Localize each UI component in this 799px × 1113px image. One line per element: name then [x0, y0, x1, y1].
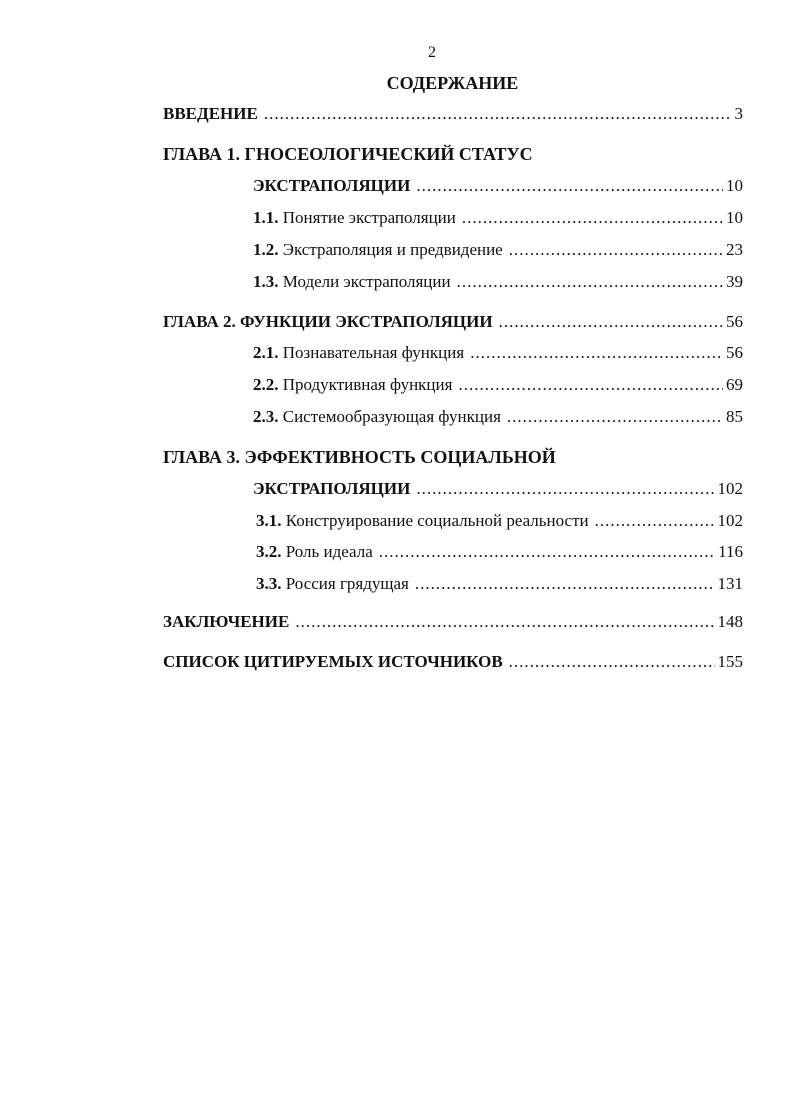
- leader-dots: [416, 478, 714, 500]
- toc-entry-label: ГЛАВА 2. ФУНКЦИИ ЭКСТРАПОЛЯЦИИ: [163, 312, 493, 331]
- toc-entry-introduction[interactable]: [163, 103, 743, 125]
- leader-dots: [507, 406, 723, 428]
- toc-page-number: 116: [718, 542, 743, 561]
- toc-entry-section-1-1[interactable]: [253, 207, 743, 229]
- toc-entry-label: СПИСОК ЦИТИРУЕМЫХ ИСТОЧНИКОВ: [163, 652, 503, 671]
- leader-dots: [416, 175, 723, 197]
- section-label: Россия грядущая: [285, 574, 409, 593]
- section-number: 3.2.: [256, 542, 282, 561]
- leader-dots: [509, 651, 715, 673]
- toc-entry-chapter-2[interactable]: [163, 311, 743, 333]
- section-number: 2.3.: [253, 407, 279, 426]
- toc-entry-section-2-2[interactable]: [253, 374, 743, 396]
- section-label: Понятие экстраполяции: [282, 208, 456, 227]
- toc-page-number: 56: [726, 343, 743, 362]
- chapter-3-title[interactable]: ГЛАВА 3. ЭФФЕКТИВНОСТЬ СОЦИАЛЬНОЙ: [163, 447, 556, 467]
- toc-page-number: 155: [717, 652, 743, 671]
- toc-entry-section-1-3[interactable]: [253, 271, 743, 293]
- toc-entry-references[interactable]: [163, 651, 743, 673]
- section-number: 3.3.: [256, 574, 282, 593]
- toc-entry-section-2-1[interactable]: [253, 342, 743, 364]
- section-number: 2.2.: [253, 375, 279, 394]
- leader-dots: [509, 239, 723, 261]
- section-number: 1.2.: [253, 240, 279, 259]
- section-number: 2.1.: [253, 343, 279, 362]
- toc-entry-section-1-2[interactable]: [253, 239, 743, 261]
- toc-page-number: 69: [726, 375, 743, 394]
- toc-entry-label: ЭКСТРАПОЛЯЦИИ: [253, 479, 411, 498]
- section-label: Продуктивная функция: [282, 375, 453, 394]
- section-label: Экстраполяция и предвидение: [282, 240, 503, 259]
- toc-entry-label: ЭКСТРАПОЛЯЦИИ: [253, 176, 411, 195]
- section-label: Познавательная функция: [282, 343, 465, 362]
- chapter-1-title[interactable]: ГЛАВА 1. ГНОСЕОЛОГИЧЕСКИЙ СТАТУС: [163, 144, 533, 164]
- toc-page-number: 23: [726, 240, 743, 259]
- toc-entry-label: ВВЕДЕНИЕ: [163, 104, 258, 123]
- toc-page-number: 102: [717, 511, 743, 530]
- leader-dots: [457, 271, 723, 293]
- leader-dots: [458, 374, 723, 396]
- toc-page-number: 3: [734, 104, 743, 123]
- toc-entry-section-3-3[interactable]: [256, 573, 743, 595]
- section-label: Модели экстраполяции: [282, 272, 451, 291]
- leader-dots: [470, 342, 723, 364]
- section-number: 1.3.: [253, 272, 279, 291]
- leader-dots: [264, 103, 732, 125]
- leader-dots: [295, 611, 714, 633]
- toc-entry-section-2-3[interactable]: [253, 406, 743, 428]
- toc-page-number: 148: [717, 612, 743, 631]
- toc-page-number: 85: [726, 407, 743, 426]
- section-label: Роль идеала: [285, 542, 373, 561]
- toc-page-number: 56: [726, 312, 743, 331]
- section-number: 1.1.: [253, 208, 279, 227]
- toc-entry-chapter-3[interactable]: [253, 478, 743, 500]
- toc-page-number: 10: [726, 176, 743, 195]
- page-title: СОДЕРЖАНИЕ: [386, 73, 519, 93]
- toc-page-number: 39: [726, 272, 743, 291]
- leader-dots: [595, 510, 715, 532]
- toc-page-number: 10: [726, 208, 743, 227]
- page-number: 2: [428, 44, 436, 61]
- leader-dots: [462, 207, 723, 229]
- section-label: Конструирование социальной реальности: [285, 511, 589, 530]
- section-number: 3.1.: [256, 511, 282, 530]
- toc-page-number: 131: [717, 574, 743, 593]
- toc-entry-chapter-1[interactable]: [253, 175, 743, 197]
- toc-entry-section-3-2[interactable]: [256, 541, 743, 563]
- leader-dots: [379, 541, 715, 563]
- toc-entry-label: ЗАКЛЮЧЕНИЕ: [163, 612, 290, 631]
- leader-dots: [415, 573, 715, 595]
- leader-dots: [499, 311, 723, 333]
- section-label: Системообразующая функция: [282, 407, 501, 426]
- toc-entry-section-3-1[interactable]: [256, 510, 743, 532]
- toc-page-number: 102: [717, 479, 743, 498]
- toc-entry-conclusion[interactable]: [163, 611, 743, 633]
